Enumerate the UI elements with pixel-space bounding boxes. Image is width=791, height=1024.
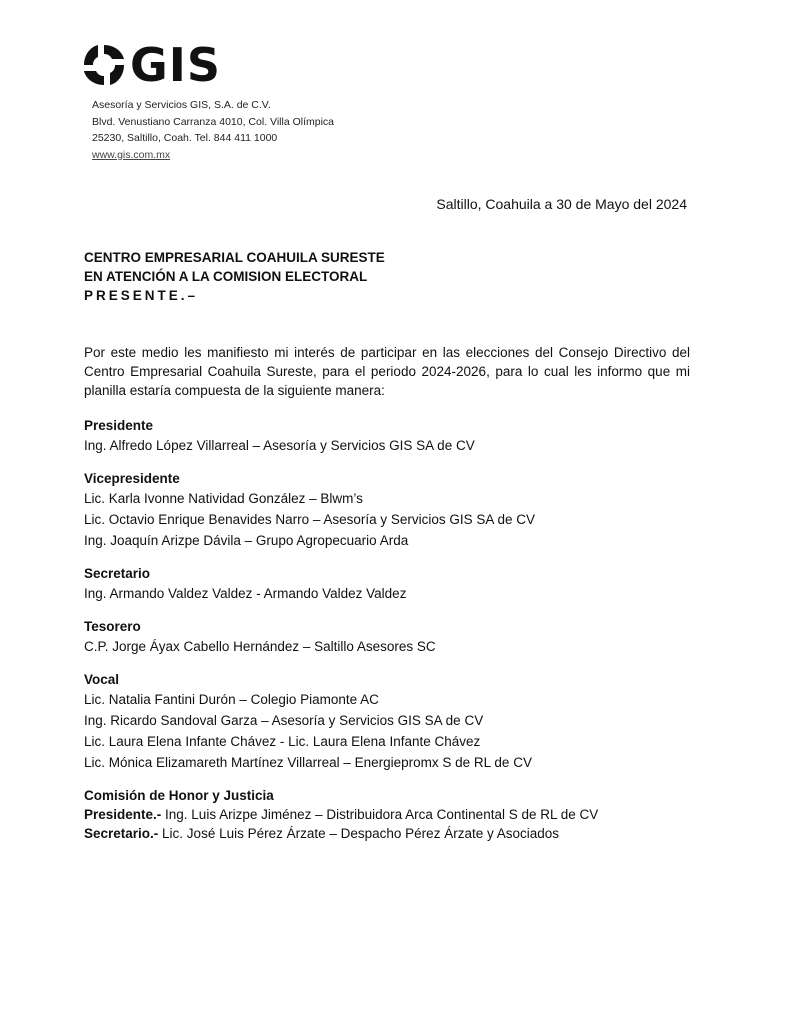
honor-president-text: Ing. Luis Arizpe Jiménez – Distribuidora Arca Continental S de RL de CV (161, 807, 599, 822)
company-address: Blvd. Venustiano Carranza 4010, Col. Villa Olímpica (92, 115, 335, 128)
recipient-block (84, 248, 690, 305)
company-city-phone: 25230, Saltillo, Coah. Tel. 844 411 1000 (92, 132, 278, 144)
section-honor-justicia (84, 786, 690, 843)
member-line: Lic. Natalia Fantini Durón – Colegio Piamonte AC (84, 692, 379, 707)
member-line: Ing. Armando Valdez Valdez - Armando Valdez Valdez (84, 586, 407, 601)
company-name: Asesoría y Servicios GIS, S.A. de C.V. (92, 99, 271, 111)
member-line: Lic. Mónica Elizamareth Martínez Villarreal – Energiepromx S de RL de CV (84, 755, 532, 770)
member-line: Ing. Ricardo Sandoval Garza – Asesoría y Servicios GIS SA de CV (84, 713, 484, 728)
section-title: Tesorero (84, 619, 141, 634)
section-secretario (84, 564, 690, 604)
section-title: Vicepresidente (84, 471, 180, 486)
section-title: Secretario (84, 566, 151, 581)
recipient-line-1: CENTRO EMPRESARIAL COAHUILA SURESTE (84, 250, 385, 265)
gis-logo-icon (82, 43, 126, 87)
letterhead-logo (82, 38, 222, 92)
section-vicepresidente (84, 469, 690, 551)
section-title: Vocal (84, 672, 120, 687)
section-tesorero (84, 617, 690, 657)
recipient-line-3: PRESENTE.– (84, 288, 199, 303)
section-title: Presidente (84, 418, 154, 433)
section-presidente (84, 416, 690, 456)
honor-secretary-label: Secretario.- (84, 826, 159, 841)
honor-president-label: Presidente.- (84, 807, 162, 822)
logo-wordmark: GIS (130, 38, 222, 92)
letter-body (84, 248, 690, 843)
intro-paragraph: Por este medio les manifiesto mi interés de participar en las elecciones del Consejo Directivo del Centro Empresarial Coahuila Sureste, para el periodo 2024-2026, para lo cual les informo que mi planilla estaría compuesta de la siguiente manera: (84, 345, 690, 398)
company-info (92, 97, 334, 163)
honor-president-line (84, 805, 690, 824)
member-line: C.P. Jorge Áyax Cabello Hernández – Saltillo Asesores SC (84, 639, 436, 654)
company-website: www.gis.com.mx (92, 148, 171, 161)
date-line: Saltillo, Coahuila a 30 de Mayo del 2024 (436, 196, 687, 212)
member-line: Ing. Alfredo López Villarreal – Asesoría y Servicios GIS SA de CV (84, 438, 475, 453)
honor-secretary-text: Lic. José Luis Pérez Árzate – Despacho Pérez Árzate y Asociados (158, 826, 559, 841)
recipient-line-2: EN ATENCIÓN A LA COMISION ELECTORAL (84, 269, 368, 284)
member-line: Lic. Laura Elena Infante Chávez - Lic. Laura Elena Infante Chávez (84, 734, 481, 749)
member-line: Lic. Octavio Enrique Benavides Narro – Asesoría y Servicios GIS SA de CV (84, 512, 535, 527)
member-line: Ing. Joaquín Arizpe Dávila – Grupo Agropecuario Arda (84, 533, 409, 548)
section-vocal (84, 670, 690, 773)
member-line: Lic. Karla Ivonne Natividad González – Blwm’s (84, 491, 363, 506)
section-title: Comisión de Honor y Justicia (84, 788, 274, 803)
honor-secretary-line (84, 824, 690, 843)
